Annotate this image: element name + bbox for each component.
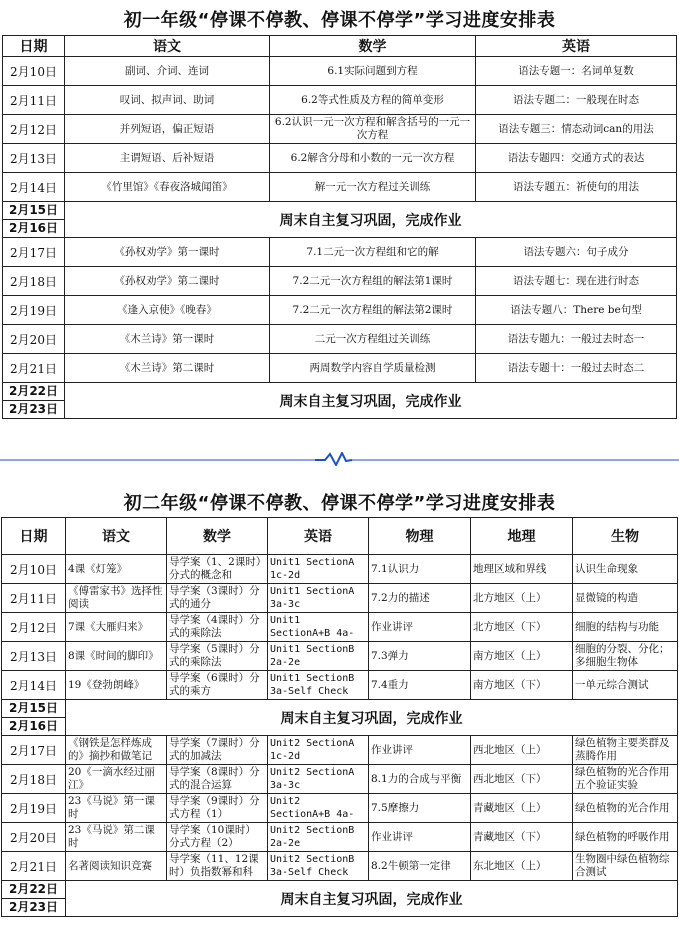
chinese-cell: 7课《大雁归来》 — [66, 613, 167, 642]
header-chinese: 语文 — [66, 518, 167, 555]
table-header-row — [2, 518, 678, 555]
weekend-note: 周末自主复习巩固，完成作业 — [65, 383, 677, 419]
math-cell: 导学案（7课时）分式的加减法 — [167, 736, 268, 765]
header-date: 日期 — [3, 36, 65, 57]
english-cell: Unit2 SectionB 3a-Self Check — [268, 852, 369, 881]
math-cell: 6.2等式性质及方程的简单变形 — [270, 86, 476, 115]
weekend-date: 2月15日 — [2, 700, 65, 718]
header-physics: 物理 — [369, 518, 471, 555]
table-row — [3, 238, 677, 267]
grade8-schedule-table — [1, 517, 678, 917]
weekend-dates — [2, 700, 66, 736]
math-cell: 导学案（5课时）分式的乘除法 — [167, 642, 268, 671]
math-cell: 两周数学内容自学质量检测 — [270, 354, 476, 383]
table-row — [3, 57, 677, 86]
physics-cell: 8.2牛顿第一定律 — [369, 852, 471, 881]
weekend-date: 2月16日 — [8, 719, 59, 733]
weekend-dates — [3, 202, 65, 238]
biology-cell: 绿色植物的呼吸作用 — [573, 823, 678, 852]
weekend-note: 周末自主复习巩固，完成作业 — [66, 881, 678, 917]
math-cell: 导学案（10课时）分式方程（2） — [167, 823, 268, 852]
weekend-row — [3, 202, 677, 238]
weekend-row — [2, 881, 678, 917]
english-cell: 语法专题九：一般过去时态一 — [476, 325, 677, 354]
chinese-cell: 副词、介词、连词 — [65, 57, 270, 86]
table-row — [3, 325, 677, 354]
date-cell: 2月13日 — [2, 642, 66, 671]
date-cell: 2月20日 — [3, 325, 65, 354]
heartbeat-icon — [315, 453, 352, 465]
weekend-dates — [2, 881, 66, 917]
weekend-date: 2月23日 — [8, 900, 59, 914]
geography-cell: 南方地区（下） — [471, 671, 573, 700]
math-cell: 6.1实际问题到方程 — [270, 57, 476, 86]
geography-cell: 地理区域和界线 — [471, 555, 573, 584]
math-cell: 导学案（11、12课时）负指数幂和科 — [167, 852, 268, 881]
chinese-cell: 4课《灯笼》 — [66, 555, 167, 584]
weekend-note: 周末自主复习巩固，完成作业 — [66, 700, 678, 736]
grade7-title: 初一年级“停课不停教、停课不停学”学习进度安排表 — [123, 10, 556, 31]
math-cell: 7.1二元一次方程组和它的解 — [270, 238, 476, 267]
english-cell: 语法专题八：There be句型 — [476, 296, 677, 325]
geography-cell: 北方地区（上） — [471, 584, 573, 613]
english-cell: Unit1 SectionA 3a-3c — [268, 584, 369, 613]
table-row — [2, 555, 678, 584]
weekend-dates — [3, 383, 65, 419]
math-cell: 导学案（8课时）分式的混合运算 — [167, 765, 268, 794]
math-cell: 7.2二元一次方程组的解法第2课时 — [270, 296, 476, 325]
geography-cell: 青藏地区（上） — [471, 794, 573, 823]
geography-cell: 青藏地区（下） — [471, 823, 573, 852]
chinese-cell: 《傅雷家书》选择性阅读 — [66, 584, 167, 613]
date-cell: 2月17日 — [3, 238, 65, 267]
date-cell: 2月19日 — [2, 794, 66, 823]
physics-cell: 7.2力的描述 — [369, 584, 471, 613]
table-row — [2, 671, 678, 700]
physics-cell: 8.1力的合成与平衡 — [369, 765, 471, 794]
physics-cell: 7.5摩擦力 — [369, 794, 471, 823]
chinese-cell: 《木兰诗》第一课时 — [65, 325, 270, 354]
chinese-cell: 主谓短语、后补短语 — [65, 144, 270, 173]
table-row — [2, 736, 678, 765]
chinese-cell: 20《一滴水经过丽江》 — [66, 765, 167, 794]
header-chinese: 语文 — [65, 36, 270, 57]
table-row — [3, 86, 677, 115]
biology-cell: 一单元综合测试 — [573, 671, 678, 700]
english-cell: 语法专题六：句子成分 — [476, 238, 677, 267]
date-cell: 2月14日 — [3, 173, 65, 202]
english-cell: 语法专题一：名词单复数 — [476, 57, 677, 86]
date-cell: 2月10日 — [2, 555, 66, 584]
english-cell: 语法专题七：现在进行时态 — [476, 267, 677, 296]
biology-cell: 显微镜的构造 — [573, 584, 678, 613]
physics-cell: 作业讲评 — [369, 823, 471, 852]
table-row — [3, 173, 677, 202]
weekend-date: 2月23日 — [8, 402, 59, 416]
biology-cell: 细胞的结构与功能 — [573, 613, 678, 642]
english-cell: 语法专题五：祈使句的用法 — [476, 173, 677, 202]
table-row — [2, 765, 678, 794]
chinese-cell: 《钢铁是怎样炼成的》摘抄和做笔记 — [66, 736, 167, 765]
english-cell: 语法专题十：一般过去时态二 — [476, 354, 677, 383]
table-row — [3, 144, 677, 173]
english-cell: Unit2 SectionA 3a-3c — [268, 765, 369, 794]
math-cell: 二元一次方程组过关训练 — [270, 325, 476, 354]
english-cell: 语法专题二：一般现在时态 — [476, 86, 677, 115]
english-cell: 语法专题三：情态动词can的用法 — [476, 115, 677, 144]
geography-cell: 北方地区（下） — [471, 613, 573, 642]
chinese-cell: 名著阅读知识竞赛 — [66, 852, 167, 881]
chinese-cell: 8课《时间的脚印》 — [66, 642, 167, 671]
chinese-cell: 23《马说》第一课时 — [66, 794, 167, 823]
table-row — [2, 823, 678, 852]
grade8-title: 初二年级“停课不停教、停课不停学”学习进度安排表 — [123, 493, 556, 514]
date-cell: 2月11日 — [3, 86, 65, 115]
table-row — [3, 354, 677, 383]
physics-cell: 7.1认识力 — [369, 555, 471, 584]
english-cell: Unit1 SectionA+B 4a- — [268, 613, 369, 642]
header-math: 数学 — [270, 36, 476, 57]
math-cell: 解一元一次方程过关训练 — [270, 173, 476, 202]
date-cell: 2月20日 — [2, 823, 66, 852]
math-cell: 导学案（4课时）分式的乘除法 — [167, 613, 268, 642]
physics-cell: 7.3弹力 — [369, 642, 471, 671]
math-cell: 导学案（9课时）分式方程（1） — [167, 794, 268, 823]
english-cell: Unit1 SectionB 3a-Self Check — [268, 671, 369, 700]
physics-cell: 作业讲评 — [369, 736, 471, 765]
header-date: 日期 — [2, 518, 66, 555]
date-cell: 2月13日 — [3, 144, 65, 173]
physics-cell: 7.4重力 — [369, 671, 471, 700]
math-cell: 6.2认识一元一次方程和解含括号的一元一次方程 — [270, 115, 476, 144]
date-cell: 2月18日 — [3, 267, 65, 296]
header-math: 数学 — [167, 518, 268, 555]
biology-cell: 生物圈中绿色植物综合测试 — [573, 852, 678, 881]
chinese-cell: 《逢入京使》《晚春》 — [65, 296, 270, 325]
table-row — [2, 852, 678, 881]
biology-cell: 绿色植物的光合作用 — [573, 794, 678, 823]
english-cell: Unit2 SectionA 1c-2d — [268, 736, 369, 765]
chinese-cell: 23《马说》第二课时 — [66, 823, 167, 852]
weekend-date: 2月22日 — [2, 881, 65, 899]
biology-cell: 细胞的分裂、分化；多细胞生物体 — [573, 642, 678, 671]
chinese-cell: 《木兰诗》第二课时 — [65, 354, 270, 383]
weekend-note: 周末自主复习巩固，完成作业 — [65, 202, 677, 238]
grade7-schedule-table — [2, 35, 677, 419]
weekend-row — [2, 700, 678, 736]
date-cell: 2月14日 — [2, 671, 66, 700]
geography-cell: 西北地区（下） — [471, 765, 573, 794]
english-cell: Unit1 SectionA 1c-2d — [268, 555, 369, 584]
biology-cell: 认识生命现象 — [573, 555, 678, 584]
chinese-cell: 19《登勃朗峰》 — [66, 671, 167, 700]
math-cell: 6.2解含分母和小数的一元一次方程 — [270, 144, 476, 173]
date-cell: 2月18日 — [2, 765, 66, 794]
date-cell: 2月12日 — [2, 613, 66, 642]
header-english: 英语 — [476, 36, 677, 57]
table-row — [2, 794, 678, 823]
biology-cell: 绿色植物主要类群及蒸腾作用 — [573, 736, 678, 765]
table-row — [3, 267, 677, 296]
math-cell: 7.2二元一次方程组的解法第1课时 — [270, 267, 476, 296]
english-cell: Unit1 SectionB 2a-2e — [268, 642, 369, 671]
english-cell: 语法专题四：交通方式的表达 — [476, 144, 677, 173]
table-row — [3, 115, 677, 144]
chinese-cell: 《孙权劝学》第一课时 — [65, 238, 270, 267]
date-cell: 2月10日 — [3, 57, 65, 86]
biology-cell: 绿色植物的光合作用五个验证实验 — [573, 765, 678, 794]
chinese-cell: 并列短语，偏正短语 — [65, 115, 270, 144]
geography-cell: 南方地区（上） — [471, 642, 573, 671]
header-biology: 生物 — [573, 518, 678, 555]
weekend-row — [3, 383, 677, 419]
physics-cell: 作业讲评 — [369, 613, 471, 642]
weekend-date: 2月22日 — [3, 383, 64, 401]
date-cell: 2月11日 — [2, 584, 66, 613]
date-cell: 2月19日 — [3, 296, 65, 325]
chinese-cell: 《竹里馆》《春夜洛城闻笛》 — [65, 173, 270, 202]
table-row — [3, 296, 677, 325]
weekend-date: 2月16日 — [8, 221, 59, 235]
heartbeat-divider — [0, 452, 679, 466]
weekend-date: 2月15日 — [3, 202, 64, 220]
table-row — [2, 613, 678, 642]
geography-cell: 东北地区（上） — [471, 852, 573, 881]
date-cell: 2月21日 — [2, 852, 66, 881]
table-row — [2, 642, 678, 671]
header-geography: 地理 — [471, 518, 573, 555]
english-cell: Unit2 SectionA+B 4a- — [268, 794, 369, 823]
table-row — [2, 584, 678, 613]
header-english: 英语 — [268, 518, 369, 555]
table-header-row — [3, 36, 677, 57]
math-cell: 导学案（1、2课时）分式的概念和 — [167, 555, 268, 584]
date-cell: 2月17日 — [2, 736, 66, 765]
date-cell: 2月12日 — [3, 115, 65, 144]
math-cell: 导学案（3课时）分式的通分 — [167, 584, 268, 613]
chinese-cell: 叹词、拟声词、助词 — [65, 86, 270, 115]
chinese-cell: 《孙权劝学》第二课时 — [65, 267, 270, 296]
geography-cell: 西北地区（上） — [471, 736, 573, 765]
english-cell: Unit2 SectionB 2a-2e — [268, 823, 369, 852]
date-cell: 2月21日 — [3, 354, 65, 383]
math-cell: 导学案（6课时）分式的乘方 — [167, 671, 268, 700]
